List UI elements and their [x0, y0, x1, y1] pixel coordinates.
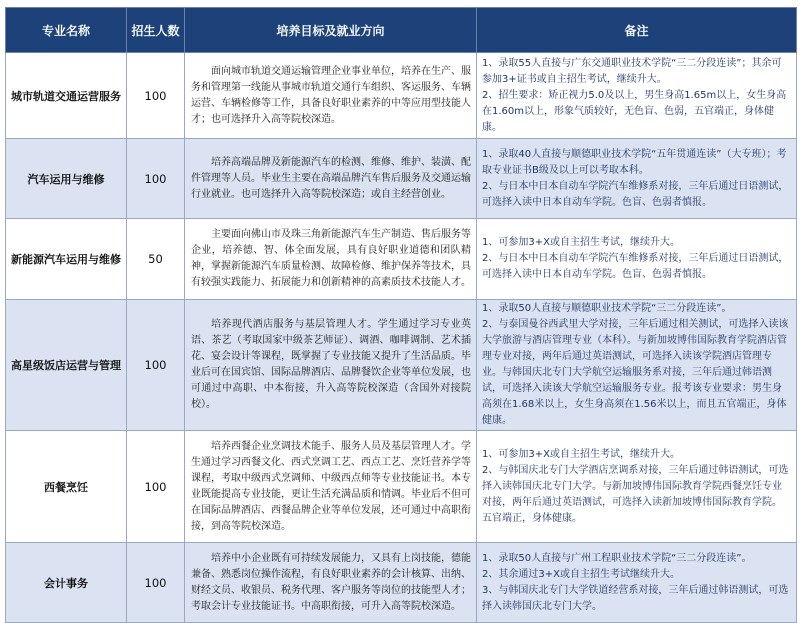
enrollment-count: 100 [127, 53, 185, 139]
note-line: 1、可参加3+X或自主招生考试，继续升大。 [482, 237, 680, 248]
header-major-name: 专业名称 [6, 8, 127, 53]
note-line: 1、可参加3+X或自主招生考试，继续升大。 [482, 448, 680, 460]
enrollment-table-wrapper [5, 7, 796, 623]
table-row [6, 139, 797, 219]
note-line: 2、与泰国曼谷西武里大学对接，三年后通过相关测试，可选择入读该大学旅游与酒店管理专业（本科）。与新加坡博伟国际教育学院酒店管理专业对接，两年后通过英语测试，可选择入读该学院酒店管理专业。与韩国庆北专门大学航空运输服务系对接，三年后通过韩语测试，可选择入读该大学航空运输服务专业。报考该专业要求：男生身高须在1.68米以上，女生身高须在1.56米以上，而且五官端正，身体健康。 [482, 319, 789, 426]
major-name: 城市轨道交通运营服务 [6, 53, 127, 139]
goal-text: 培养高端品牌及新能源汽车的检测、维修、维护、装潢、配件管理等人员。毕业生主要在高端品牌汽车售后服务及交通运输行业就业。也可选择升入高等院校深造；或自主经营创业。 [191, 156, 471, 200]
table-row [6, 219, 797, 300]
note-line: 2、与日本中日本自动车学院汽车维修系对接，三年后通过日语测试，可选择入读中日本自动车学院。色盲、色弱者慎报。 [482, 253, 789, 280]
note-line: 2、与韩国庆北专门大学酒店烹调系对接，三年后通过韩语测试，可选择入读韩国庆北专门大学。与新加坡博伟国际教育学院西餐烹饪专业对接，两年后通过英语测试，可选择入读新加坡博伟国际教育学院。五官端正，身体健康。 [482, 464, 789, 524]
header-notes: 备注 [477, 8, 797, 53]
goal-text: 面向城市轨道交通运输管理企业事业单位，培养在生产、服务和管理第一线能从事城市轨道交通行车组织、客运服务、车辆运营、车辆检修等工作，具备良好职业素养的中等应用型技能人才；也可选择升入高等院校深造。 [191, 65, 471, 125]
header-goal: 培养目标及就业方向 [185, 8, 477, 53]
enrollment-count: 100 [127, 543, 185, 623]
table-row [6, 300, 797, 431]
note-line: 2、与日本中日本自动车学院汽车维修系对接，三年后通过日语测试，可选择入读中日本自动车学院。色盲、色弱者慎报。 [482, 180, 789, 208]
note-line: 1、录取40人直接与顺德职业技术学院“五年贯通连读”（大专班）；考取专业证书B级及以上可以考取本科。 [482, 148, 787, 176]
enrollment-count: 50 [127, 219, 185, 300]
major-name: 会计事务 [6, 543, 127, 623]
goal-text: 培养中小企业既有可持续发展能力，又具有上岗技能，德能兼备、熟悉岗位操作流程，有良好职业素养的会计核算、出纳、财经文员、收银员、税务代理、客户服务等岗位的技能型人才；考取会计专业技能证书。中高职衔接，可升入高等院校深造。 [191, 552, 471, 612]
goal-text: 培养西餐企业烹调技术能手、服务人员及基层管理人才。学生通过学习西餐文化、西式烹调工艺、西点工艺、烹饪营养学等课程，考取中级西式烹调师、中级西点师等专业技能证书。本专业既能提高专业技能，更让生活充满品质和情调。毕业后不但可在国际品牌酒店、西餐品牌企业等单位发展，还可通过中高职衔接，到高等院校深造。 [191, 440, 471, 532]
table-row [6, 53, 797, 139]
note-line: 2、其余通过3+X或自主招生考试继续升大。 [482, 568, 680, 580]
notes-cell [477, 139, 797, 219]
goal-text: 培养现代酒店服务与基层管理人才。学生通过学习专业英语、茶艺（考取国家中级茶艺师证）、调酒、咖啡调制、艺术插花、宴会设计等课程，既掌握了专业技能又提升了生活品质。毕业后可在国宾馆、国际品牌酒店、品牌餐饮企业等单位发展，也可通过中高职、中本衔接，升入高等院校深造（含国外对接院校）。 [191, 319, 471, 410]
major-name: 高星级饭店运营与管理 [6, 300, 127, 431]
table-header-row [6, 8, 797, 53]
table-row [6, 431, 797, 543]
enrollment-count: 100 [127, 431, 185, 543]
note-line: 2、招生要求：矫正视力5.0及以上，男生身高1.65m以上，女生身高在1.60m以上，形象气质较好，无色盲、色弱，五官端正，身体健康。 [482, 89, 787, 133]
table-row [6, 543, 797, 623]
note-line: 1、录取55人直接与广东交通职业技术学院“三二分段连读”；其余可参加3+证书或自主招生考试，继续升大。 [482, 57, 782, 85]
goal-text: 主要面向佛山市及珠三角新能源汽车生产制造、售后服务等企业，培养德、智、体全面发展，具有良好职业道德和团队精神，掌握新能源汽车质量检测、故障检修、维护保养等技术，具有较强实践能力、拓展能力和创新精神的高素质技术技能人才。 [191, 229, 471, 288]
notes-cell [477, 219, 797, 300]
major-name: 新能源汽车运用与维修 [6, 219, 127, 300]
enrollment-count: 100 [127, 139, 185, 219]
major-name: 汽车运用与维修 [6, 139, 127, 219]
enrollment-count: 100 [127, 300, 185, 431]
notes-cell [477, 53, 797, 139]
note-line: 3、与韩国庆北专门大学铁道经营系对接，三年后通过韩语测试，可选择入读韩国庆北专门大学。 [482, 584, 789, 612]
note-line: 1、录取50人直接与广州工程职业技术学院“三二分段连读”。 [482, 552, 752, 564]
notes-cell [477, 300, 797, 431]
enrollment-table [5, 7, 797, 623]
major-name: 西餐烹饪 [6, 431, 127, 543]
notes-cell [477, 431, 797, 543]
note-line: 1、录取50人直接与顺德职业技术学院“三二分段连读”。 [482, 303, 732, 314]
notes-cell [477, 543, 797, 623]
header-enrollment: 招生人数 [127, 8, 185, 53]
